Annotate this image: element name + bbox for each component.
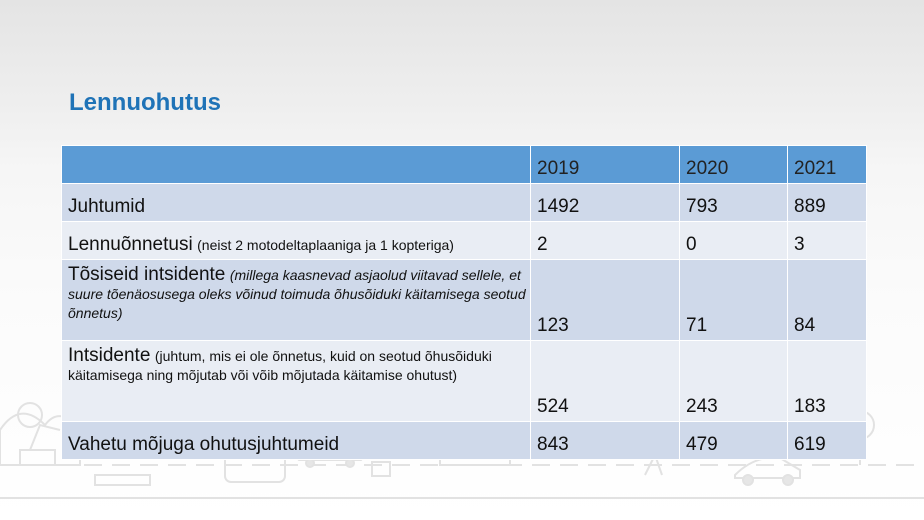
table-row [62, 341, 867, 422]
table-header-row [62, 146, 867, 184]
row-note: (millega kaasnevad asjaolud viitavad sellele, et suure tõenäosusega oleks võinud toimuda õhusõiduki käitamisega seotud õnnetus) [68, 267, 526, 321]
table-row [62, 184, 867, 222]
row-note: (juhtum, mis ei ole õnnetus, kuid on seotud õhusõiduki käitamisega ning mõjutab või võib mõjutada käitamise ohutust) [68, 348, 492, 383]
value-cell: 793 [680, 184, 788, 222]
row-label: Tõsiseid intsidente [68, 264, 226, 285]
header-cell-label [62, 146, 531, 184]
value-cell: 619 [788, 422, 867, 460]
row-label: Lennuõnnetusi [68, 234, 193, 255]
row-label-cell [62, 260, 531, 341]
value-cell: 123 [531, 260, 680, 341]
header-cell-2019: 2019 [531, 146, 680, 184]
safety-statistics-table [61, 145, 867, 460]
value-cell: 71 [680, 260, 788, 341]
value-cell: 84 [788, 260, 867, 341]
row-label: Juhtumid [68, 196, 146, 217]
header-cell-2021: 2021 [788, 146, 867, 184]
value-cell: 843 [531, 422, 680, 460]
row-label-cell [62, 222, 531, 260]
table-row [62, 222, 867, 260]
row-label: Intsidente [68, 345, 151, 366]
header-cell-2020: 2020 [680, 146, 788, 184]
row-label-cell [62, 341, 531, 422]
row-label: Vahetu mõjuga ohutusjuhtumeid [68, 434, 340, 455]
row-label-cell [62, 422, 531, 460]
value-cell: 183 [788, 341, 867, 422]
value-cell: 524 [531, 341, 680, 422]
row-label-cell [62, 184, 531, 222]
row-note: (neist 2 motodeltaplaaniga ja 1 kopteriga) [197, 237, 454, 253]
value-cell: 3 [788, 222, 867, 260]
value-cell: 243 [680, 341, 788, 422]
value-cell: 0 [680, 222, 788, 260]
value-cell: 2 [531, 222, 680, 260]
table-row [62, 260, 867, 341]
value-cell: 479 [680, 422, 788, 460]
page-title: Lennuohutus [69, 89, 221, 116]
value-cell: 889 [788, 184, 867, 222]
value-cell: 1492 [531, 184, 680, 222]
table-row [62, 422, 867, 460]
